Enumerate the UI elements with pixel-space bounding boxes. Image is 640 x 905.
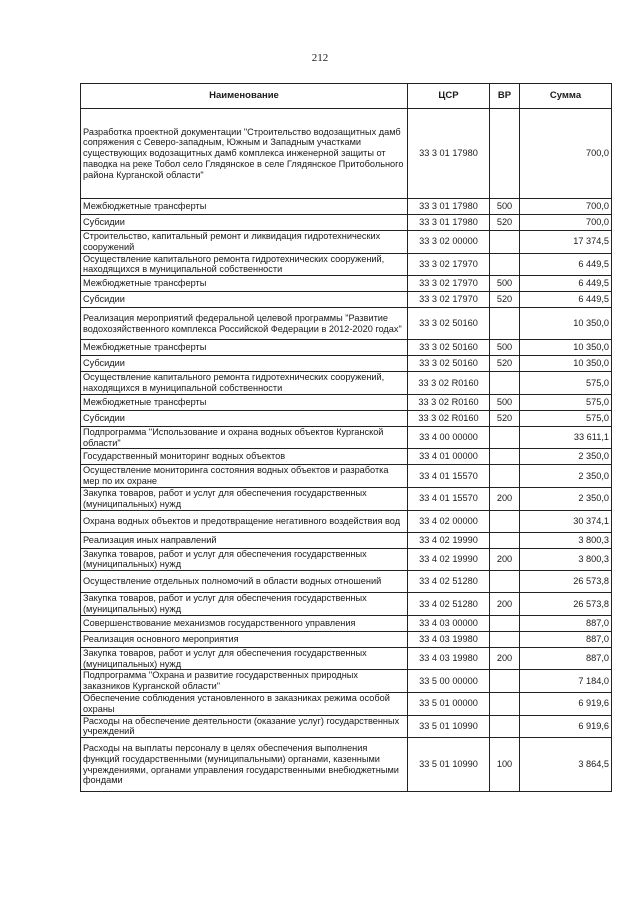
table-row (81, 426, 612, 449)
cell-csr: 33 3 02 50160 (408, 340, 490, 356)
cell-csr: 33 5 01 10990 (408, 715, 490, 738)
cell-csr: 33 4 01 15570 (408, 487, 490, 510)
cell-name: Государственный мониторинг водных объектов (81, 449, 408, 465)
cell-name: Реализация мероприятий федеральной целевой программы "Развитие водохозяйственного комплекса Российской Федерации в 2012-2020 годах" (81, 308, 408, 340)
cell-sum: 575,0 (520, 372, 612, 395)
table-row (81, 109, 612, 199)
cell-sum: 6 449,5 (520, 292, 612, 308)
cell-sum: 6 919,6 (520, 692, 612, 715)
cell-sum: 2 350,0 (520, 449, 612, 465)
cell-name: Субсидии (81, 292, 408, 308)
cell-csr: 33 4 02 19990 (408, 548, 490, 571)
table-row (81, 340, 612, 356)
cell-sum: 3 800,3 (520, 548, 612, 571)
cell-csr: 33 3 02 R0160 (408, 410, 490, 426)
table-row (81, 571, 612, 593)
table-row (81, 615, 612, 631)
cell-vr: 200 (490, 647, 520, 670)
cell-csr: 33 5 01 00000 (408, 692, 490, 715)
cell-csr: 33 3 02 R0160 (408, 394, 490, 410)
table-row (81, 276, 612, 292)
cell-name: Осуществление отдельных полномочий в области водных отношений (81, 571, 408, 593)
cell-csr: 33 3 02 50160 (408, 308, 490, 340)
cell-vr: 520 (490, 215, 520, 231)
cell-name: Осуществление мониторинга состояния водных объектов и разработка мер по их охране (81, 465, 408, 488)
cell-csr: 33 4 03 00000 (408, 615, 490, 631)
header-name: Наименование (81, 84, 408, 109)
cell-vr (490, 426, 520, 449)
cell-sum: 6 919,6 (520, 715, 612, 738)
cell-sum: 700,0 (520, 199, 612, 215)
cell-vr: 520 (490, 356, 520, 372)
cell-name: Закупка товаров, работ и услуг для обеспечения государственных (муниципальных) нужд (81, 548, 408, 571)
cell-csr: 33 4 00 00000 (408, 426, 490, 449)
table-row (81, 199, 612, 215)
cell-vr (490, 615, 520, 631)
cell-name: Расходы на выплаты персоналу в целях обеспечения выполнения функций государственными (муниципальными) органами, казенными учреждениями, органами управления государственными внебюджетными фондами (81, 738, 408, 792)
table-row (81, 253, 612, 276)
table-row (81, 215, 612, 231)
cell-name: Совершенствование механизмов государственного управления (81, 615, 408, 631)
cell-name: Субсидии (81, 215, 408, 231)
cell-sum: 7 184,0 (520, 670, 612, 693)
cell-name: Обеспечение соблюдения установленного в заказниках режима особой охраны (81, 692, 408, 715)
table-row (81, 487, 612, 510)
cell-csr: 33 4 03 19980 (408, 631, 490, 647)
cell-sum: 26 573,8 (520, 571, 612, 593)
cell-name: Осуществление капитального ремонта гидротехнических сооружений, находящихся в муниципальной собственности (81, 372, 408, 395)
cell-vr (490, 449, 520, 465)
cell-vr: 200 (490, 593, 520, 616)
cell-sum: 33 611,1 (520, 426, 612, 449)
cell-csr: 33 3 02 17970 (408, 292, 490, 308)
cell-vr: 200 (490, 548, 520, 571)
table-row (81, 715, 612, 738)
cell-vr (490, 670, 520, 693)
cell-sum: 575,0 (520, 394, 612, 410)
cell-name: Строительство, капитальный ремонт и ликвидация гидротехнических сооружений (81, 231, 408, 254)
table-row (81, 738, 612, 792)
cell-csr: 33 4 01 00000 (408, 449, 490, 465)
cell-name: Подпрограмма "Охрана и развитие государственных природных заказников Курганской области" (81, 670, 408, 693)
header-csr: ЦСР (408, 84, 490, 109)
cell-vr: 500 (490, 276, 520, 292)
table-row (81, 372, 612, 395)
cell-sum: 10 350,0 (520, 356, 612, 372)
table-row (81, 532, 612, 548)
cell-sum: 3 800,3 (520, 532, 612, 548)
cell-sum: 6 449,5 (520, 253, 612, 276)
cell-vr (490, 631, 520, 647)
table-header-row (81, 84, 612, 109)
cell-name: Реализация иных направлений (81, 532, 408, 548)
cell-name: Подпрограмма "Использование и охрана водных объектов Курганской области" (81, 426, 408, 449)
cell-sum: 17 374,5 (520, 231, 612, 254)
cell-csr: 33 4 02 00000 (408, 510, 490, 532)
cell-sum: 26 573,8 (520, 593, 612, 616)
cell-vr (490, 510, 520, 532)
cell-vr: 520 (490, 292, 520, 308)
cell-vr: 500 (490, 199, 520, 215)
cell-vr (490, 692, 520, 715)
cell-name: Субсидии (81, 410, 408, 426)
cell-name: Межбюджетные трансферты (81, 276, 408, 292)
cell-vr (490, 231, 520, 254)
cell-vr (490, 372, 520, 395)
cell-csr: 33 3 01 17980 (408, 215, 490, 231)
cell-sum: 887,0 (520, 615, 612, 631)
cell-csr: 33 4 02 51280 (408, 571, 490, 593)
cell-sum: 10 350,0 (520, 308, 612, 340)
header-sum: Сумма (520, 84, 612, 109)
cell-sum: 2 350,0 (520, 465, 612, 488)
table-row (81, 465, 612, 488)
cell-vr (490, 715, 520, 738)
table-row (81, 647, 612, 670)
table-row (81, 449, 612, 465)
cell-csr: 33 3 01 17980 (408, 199, 490, 215)
budget-table (80, 83, 612, 792)
cell-name: Разработка проектной документации "Строительство водозащитных дамб сопряжения с Северо-западным, Южным и Западным участками существующих водозащитных дамб комплекса инженерной защиты от паводка на реке Тобол село Глядянское в селе Глядянское Притобольного района Курганской области" (81, 109, 408, 199)
cell-vr: 200 (490, 487, 520, 510)
table-row (81, 394, 612, 410)
cell-name: Расходы на обеспечение деятельности (оказание услуг) государственных учреждений (81, 715, 408, 738)
cell-csr: 33 3 02 17970 (408, 276, 490, 292)
cell-vr: 100 (490, 738, 520, 792)
cell-vr: 500 (490, 340, 520, 356)
cell-sum: 575,0 (520, 410, 612, 426)
table-row (81, 356, 612, 372)
cell-sum: 887,0 (520, 631, 612, 647)
cell-csr: 33 4 02 51280 (408, 593, 490, 616)
table-row (81, 631, 612, 647)
cell-vr (490, 532, 520, 548)
cell-vr: 520 (490, 410, 520, 426)
cell-sum: 10 350,0 (520, 340, 612, 356)
cell-name: Субсидии (81, 356, 408, 372)
cell-sum: 6 449,5 (520, 276, 612, 292)
cell-csr: 33 3 02 00000 (408, 231, 490, 254)
cell-sum: 887,0 (520, 647, 612, 670)
cell-vr (490, 571, 520, 593)
cell-vr (490, 109, 520, 199)
cell-vr (490, 253, 520, 276)
table-row (81, 410, 612, 426)
table-row (81, 670, 612, 693)
cell-name: Закупка товаров, работ и услуг для обеспечения государственных (муниципальных) нужд (81, 487, 408, 510)
cell-csr: 33 4 02 19990 (408, 532, 490, 548)
cell-name: Охрана водных объектов и предотвращение негативного воздействия вод (81, 510, 408, 532)
cell-sum: 3 864,5 (520, 738, 612, 792)
cell-name: Закупка товаров, работ и услуг для обеспечения государственных (муниципальных) нужд (81, 593, 408, 616)
cell-name: Межбюджетные трансферты (81, 340, 408, 356)
table-row (81, 510, 612, 532)
cell-sum: 2 350,0 (520, 487, 612, 510)
cell-csr: 33 4 01 15570 (408, 465, 490, 488)
table-body (81, 109, 612, 792)
cell-vr (490, 465, 520, 488)
cell-csr: 33 5 01 10990 (408, 738, 490, 792)
cell-vr: 500 (490, 394, 520, 410)
cell-name: Межбюджетные трансферты (81, 199, 408, 215)
table-row (81, 692, 612, 715)
cell-name: Реализация основного мероприятия (81, 631, 408, 647)
cell-csr: 33 3 02 50160 (408, 356, 490, 372)
cell-name: Осуществление капитального ремонта гидротехнических сооружений, находящихся в муниципальной собственности (81, 253, 408, 276)
cell-csr: 33 3 02 R0160 (408, 372, 490, 395)
table-row (81, 548, 612, 571)
header-vr: ВР (490, 84, 520, 109)
cell-name: Межбюджетные трансферты (81, 394, 408, 410)
cell-csr: 33 3 02 17970 (408, 253, 490, 276)
cell-name: Закупка товаров, работ и услуг для обеспечения государственных (муниципальных) нужд (81, 647, 408, 670)
cell-sum: 700,0 (520, 109, 612, 199)
page-number: 212 (311, 52, 329, 64)
table-row (81, 231, 612, 254)
cell-sum: 700,0 (520, 215, 612, 231)
cell-vr (490, 308, 520, 340)
cell-csr: 33 4 03 19980 (408, 647, 490, 670)
cell-csr: 33 3 01 17980 (408, 109, 490, 199)
cell-csr: 33 5 00 00000 (408, 670, 490, 693)
table-row (81, 292, 612, 308)
cell-sum: 30 374,1 (520, 510, 612, 532)
table-row (81, 593, 612, 616)
table-row (81, 308, 612, 340)
